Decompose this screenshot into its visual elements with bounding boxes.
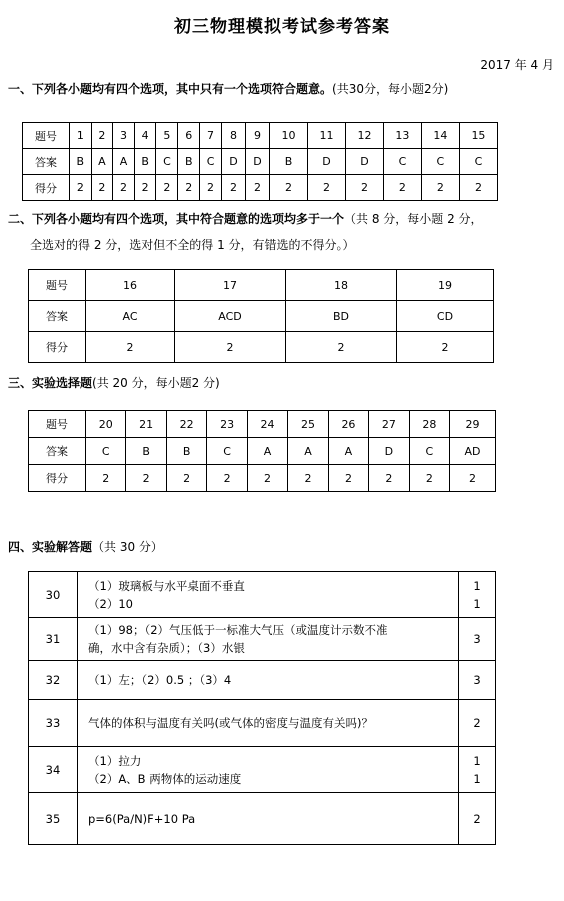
cell-num-9: 28 bbox=[409, 411, 449, 438]
answer-table-2 bbox=[28, 269, 494, 363]
cell-num-6: 25 bbox=[288, 411, 328, 438]
table-row bbox=[29, 747, 496, 793]
cell-score-3: 2 bbox=[113, 175, 135, 201]
cell-num-6: 6 bbox=[178, 123, 200, 149]
cell-answer-5: A bbox=[247, 438, 287, 465]
cell-num-13: 13 bbox=[383, 123, 421, 149]
question-number: 33 bbox=[29, 700, 78, 747]
cell-num-3: 22 bbox=[166, 411, 206, 438]
cell-score-4: 2 bbox=[134, 175, 156, 201]
cell-score-6: 2 bbox=[178, 175, 200, 201]
answer-content bbox=[78, 661, 459, 700]
answer-table-1 bbox=[22, 122, 498, 201]
cell-num-3: 18 bbox=[286, 270, 397, 301]
cell-answer-9: C bbox=[409, 438, 449, 465]
cell-answer-6: B bbox=[178, 149, 200, 175]
cell-answer-6: A bbox=[288, 438, 328, 465]
section-3-lead: 三、 bbox=[8, 376, 33, 390]
answer-line: p=6(Pa/N)F+10 Pa bbox=[88, 811, 196, 826]
cell-num-1: 16 bbox=[86, 270, 175, 301]
answer-line: （1）左；（2）0.5 ；（3）4 bbox=[88, 673, 232, 687]
cell-num-4: 4 bbox=[134, 123, 156, 149]
cell-num-1: 20 bbox=[86, 411, 126, 438]
cell-num-5: 24 bbox=[247, 411, 287, 438]
cell-answer-4: C bbox=[207, 438, 247, 465]
answer-content bbox=[78, 700, 459, 747]
cell-score-2: 2 bbox=[126, 465, 166, 492]
cell-num-11: 11 bbox=[308, 123, 346, 149]
row-label-score: 得分 bbox=[23, 175, 70, 201]
cell-answer-10: AD bbox=[450, 438, 496, 465]
cell-num-10: 29 bbox=[450, 411, 496, 438]
cell-num-14: 14 bbox=[421, 123, 459, 149]
cell-score-1: 2 bbox=[86, 465, 126, 492]
cell-num-3: 3 bbox=[113, 123, 135, 149]
table-row bbox=[29, 793, 496, 845]
row-label-score: 得分 bbox=[29, 332, 86, 363]
score-value: 1 bbox=[473, 771, 481, 786]
cell-answer-7: C bbox=[200, 149, 222, 175]
cell-answer-4: CD bbox=[397, 301, 494, 332]
table-row bbox=[29, 618, 496, 661]
answer-content bbox=[78, 618, 459, 661]
cell-score-5: 2 bbox=[156, 175, 178, 201]
cell-num-8: 27 bbox=[369, 411, 409, 438]
answer-table-4 bbox=[28, 571, 496, 845]
score-cell bbox=[459, 793, 496, 845]
section-4-heading bbox=[8, 538, 163, 555]
cell-num-2: 21 bbox=[126, 411, 166, 438]
cell-score-7: 2 bbox=[328, 465, 368, 492]
cell-num-8: 8 bbox=[222, 123, 246, 149]
table-row bbox=[29, 301, 494, 332]
table-row bbox=[29, 438, 496, 465]
score-value: 1 bbox=[473, 596, 481, 611]
question-number: 31 bbox=[29, 618, 78, 661]
table-row bbox=[29, 332, 494, 363]
section-2-title: 下列各小题均有四个选项，其中符合题意的选项均多于一个 bbox=[32, 212, 345, 226]
cell-score-3: 2 bbox=[286, 332, 397, 363]
table-row bbox=[29, 465, 496, 492]
score-cell bbox=[459, 700, 496, 747]
cell-num-2: 17 bbox=[175, 270, 286, 301]
section-3-note: (共 20 分，每小题2 分) bbox=[92, 376, 220, 390]
cell-answer-8: D bbox=[369, 438, 409, 465]
cell-answer-11: D bbox=[308, 149, 346, 175]
score-value: 2 bbox=[473, 811, 481, 826]
section-4-note: （共 30 分） bbox=[92, 540, 163, 554]
answer-content bbox=[78, 572, 459, 618]
answer-line: （2）10 bbox=[88, 596, 133, 611]
section-4-lead: 四、 bbox=[8, 540, 33, 554]
cell-answer-4: B bbox=[134, 149, 156, 175]
table-row bbox=[23, 123, 498, 149]
cell-score-9: 2 bbox=[409, 465, 449, 492]
question-number: 34 bbox=[29, 747, 78, 793]
cell-score-2: 2 bbox=[91, 175, 113, 201]
answer-line: 确，水中含有杂质）；（3）水银 bbox=[88, 641, 245, 655]
cell-score-8: 2 bbox=[222, 175, 246, 201]
cell-num-7: 7 bbox=[200, 123, 222, 149]
table-row bbox=[29, 270, 494, 301]
cell-answer-3: B bbox=[166, 438, 206, 465]
answer-table-3 bbox=[28, 410, 496, 492]
row-label-answer: 答案 bbox=[23, 149, 70, 175]
score-cell bbox=[459, 572, 496, 618]
score-cell bbox=[459, 661, 496, 700]
cell-num-2: 2 bbox=[91, 123, 113, 149]
table-row bbox=[29, 661, 496, 700]
cell-score-5: 2 bbox=[247, 465, 287, 492]
cell-score-1: 2 bbox=[70, 175, 92, 201]
cell-num-10: 10 bbox=[270, 123, 308, 149]
cell-score-7: 2 bbox=[200, 175, 222, 201]
section-2-heading bbox=[8, 210, 483, 227]
row-label-num: 题号 bbox=[29, 270, 86, 301]
cell-num-1: 1 bbox=[70, 123, 92, 149]
cell-score-13: 2 bbox=[383, 175, 421, 201]
cell-score-9: 2 bbox=[246, 175, 270, 201]
cell-num-7: 26 bbox=[328, 411, 368, 438]
table-row bbox=[29, 572, 496, 618]
cell-score-1: 2 bbox=[86, 332, 175, 363]
section-3-heading bbox=[8, 374, 220, 391]
cell-score-15: 2 bbox=[459, 175, 497, 201]
table-row bbox=[23, 149, 498, 175]
cell-score-12: 2 bbox=[345, 175, 383, 201]
row-label-num: 题号 bbox=[23, 123, 70, 149]
cell-answer-1: B bbox=[70, 149, 92, 175]
cell-score-10: 2 bbox=[450, 465, 496, 492]
cell-num-15: 15 bbox=[459, 123, 497, 149]
table-row bbox=[23, 175, 498, 201]
row-label-score: 得分 bbox=[29, 465, 86, 492]
section-3-title: 实验选择题 bbox=[32, 376, 93, 390]
answer-line: （1）拉力 bbox=[88, 753, 142, 768]
cell-answer-2: ACD bbox=[175, 301, 286, 332]
score-value: 1 bbox=[473, 578, 481, 593]
question-number: 30 bbox=[29, 572, 78, 618]
row-label-answer: 答案 bbox=[29, 301, 86, 332]
cell-answer-2: A bbox=[91, 149, 113, 175]
question-number: 32 bbox=[29, 661, 78, 700]
cell-answer-2: B bbox=[126, 438, 166, 465]
cell-answer-1: C bbox=[86, 438, 126, 465]
answer-line: （2）A、B 两物体的运动速度 bbox=[88, 771, 242, 786]
section-2-lead: 二、 bbox=[8, 212, 33, 226]
cell-score-6: 2 bbox=[288, 465, 328, 492]
cell-answer-12: D bbox=[345, 149, 383, 175]
page-title: 初三物理模拟考试参考答案 bbox=[174, 17, 390, 37]
cell-score-14: 2 bbox=[421, 175, 459, 201]
answer-line: （1）98；（2）气压低于一标准大气压（或温度计示数不准 bbox=[88, 623, 388, 637]
section-2-note: （共 8 分，每小题 2 分， bbox=[344, 212, 483, 226]
section-2-note-line2: 全选对的得 2 分，选对但不全的得 1 分，有错选的不得分。） bbox=[30, 238, 355, 252]
cell-score-4: 2 bbox=[207, 465, 247, 492]
section-1-title: 下列各小题均有四个选项，其中只有一个选项符合题意。 bbox=[32, 82, 333, 96]
exam-date: 2017 年 4 月 bbox=[480, 58, 554, 72]
cell-answer-13: C bbox=[383, 149, 421, 175]
section-4-title: 实验解答题 bbox=[32, 540, 93, 554]
cell-score-4: 2 bbox=[397, 332, 494, 363]
cell-answer-3: BD bbox=[286, 301, 397, 332]
row-label-answer: 答案 bbox=[29, 438, 86, 465]
table-row bbox=[29, 411, 496, 438]
cell-answer-10: B bbox=[270, 149, 308, 175]
answer-content bbox=[78, 747, 459, 793]
answer-line: （1）玻璃板与水平桌面不垂直 bbox=[88, 578, 245, 593]
cell-answer-9: D bbox=[246, 149, 270, 175]
answer-content bbox=[78, 793, 459, 845]
question-number: 35 bbox=[29, 793, 78, 845]
score-value: 3 bbox=[473, 632, 481, 646]
cell-answer-3: A bbox=[113, 149, 135, 175]
score-cell bbox=[459, 618, 496, 661]
cell-answer-15: C bbox=[459, 149, 497, 175]
cell-num-5: 5 bbox=[156, 123, 178, 149]
cell-answer-7: A bbox=[328, 438, 368, 465]
section-1-note: (共30分，每小题2分) bbox=[332, 82, 449, 96]
cell-answer-14: C bbox=[421, 149, 459, 175]
cell-score-8: 2 bbox=[369, 465, 409, 492]
cell-score-10: 2 bbox=[270, 175, 308, 201]
cell-score-3: 2 bbox=[166, 465, 206, 492]
table-row bbox=[29, 700, 496, 747]
score-cell bbox=[459, 747, 496, 793]
cell-answer-8: D bbox=[222, 149, 246, 175]
cell-num-9: 9 bbox=[246, 123, 270, 149]
score-value: 1 bbox=[473, 753, 481, 768]
cell-answer-5: C bbox=[156, 149, 178, 175]
cell-num-4: 19 bbox=[397, 270, 494, 301]
section-1-lead: 一、 bbox=[8, 82, 33, 96]
answer-line: 气体的体积与温度有关吗(或气体的密度与温度有关吗)？ bbox=[88, 716, 373, 730]
cell-answer-1: AC bbox=[86, 301, 175, 332]
score-value: 3 bbox=[473, 673, 481, 687]
cell-score-11: 2 bbox=[308, 175, 346, 201]
cell-score-2: 2 bbox=[175, 332, 286, 363]
score-value: 2 bbox=[473, 716, 481, 730]
cell-num-4: 23 bbox=[207, 411, 247, 438]
section-1-heading bbox=[8, 80, 448, 97]
row-label-num: 题号 bbox=[29, 411, 86, 438]
cell-num-12: 12 bbox=[345, 123, 383, 149]
